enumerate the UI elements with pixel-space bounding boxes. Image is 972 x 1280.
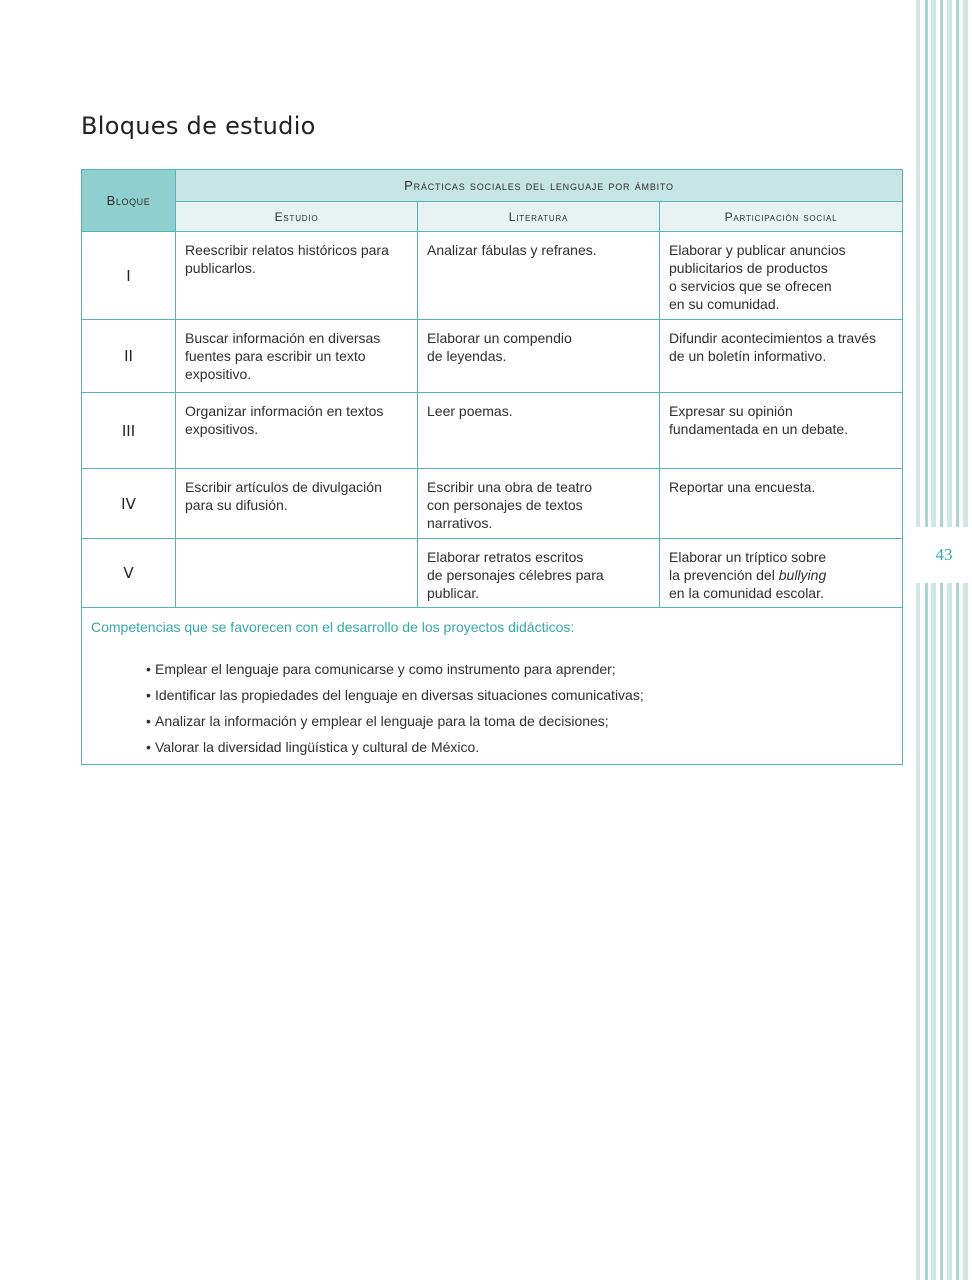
bullet-icon: • [146, 713, 151, 729]
bullet-icon: • [146, 739, 151, 755]
literatura-cell: Leer poemas. [418, 393, 660, 469]
participacion-text: en la comunidad escolar. [669, 585, 824, 601]
table-row [82, 393, 903, 469]
estudio-cell: Escribir artículos de divulgación para su difusión. [176, 469, 418, 539]
decorative-stripes [916, 0, 972, 1280]
literatura-cell: Elaborar un compendio de leyendas. [418, 320, 660, 393]
participacion-cell: Reportar una encuesta. [660, 469, 903, 539]
table-row [82, 320, 903, 393]
bloque-number: II [82, 320, 176, 393]
participacion-emphasis: bullying [778, 567, 827, 583]
estudio-cell [176, 539, 418, 608]
list-item [146, 738, 893, 756]
page-number-box [908, 527, 972, 583]
table-row [82, 539, 903, 608]
bloque-number: I [82, 232, 176, 320]
competencia-text: Emplear el lenguaje para comunicarse y como instrumento para aprender; [155, 661, 616, 677]
bullet-icon: • [146, 687, 151, 703]
bloque-header: Bloque [82, 170, 176, 232]
competencia-text: Valorar la diversidad lingüística y cultural de México. [155, 739, 480, 755]
stripe [940, 0, 943, 1280]
competencias-list [91, 660, 893, 756]
stripe [963, 0, 968, 1280]
ambito-header-literatura: Literatura [418, 202, 660, 232]
stripe [947, 0, 952, 1280]
competencias-section [82, 608, 903, 765]
table-row [82, 469, 903, 539]
list-item [146, 660, 893, 678]
bloque-number: V [82, 539, 176, 608]
literatura-cell: Elaborar retratos escritos de personajes célebres para publicar. [418, 539, 660, 608]
competencia-text: Identificar las propiedades del lenguaje en diversas situaciones comunicativas; [155, 687, 644, 703]
competencias-title: Competencias que se favorecen con el desarrollo de los proyectos didácticos: [91, 619, 575, 635]
list-item [146, 712, 893, 730]
participacion-cell: Difundir acontecimientos a través de un boletín informativo. [660, 320, 903, 393]
list-item [146, 686, 893, 704]
estudio-cell: Buscar información en diversas fuentes para escribir un texto expositivo. [176, 320, 418, 393]
literatura-cell: Analizar fábulas y refranes. [418, 232, 660, 320]
competencia-text: Analizar la información y emplear el lenguaje para la toma de decisiones; [155, 713, 609, 729]
participacion-cell: Elaborar y publicar anuncios publicitarios de productos o servicios que se ofrecen en su comunidad. [660, 232, 903, 320]
literatura-cell: Escribir una obra de teatro con personajes de textos narrativos. [418, 469, 660, 539]
stripe [931, 0, 936, 1280]
practicas-header: Prácticas sociales del lenguaje por ámbito [176, 170, 903, 202]
bloque-number: III [82, 393, 176, 469]
stripe [916, 0, 920, 1280]
blocks-table [81, 169, 903, 765]
page-title: Bloques de estudio [81, 112, 316, 140]
bullet-icon: • [146, 661, 151, 677]
ambito-header-estudio: Estudio [176, 202, 418, 232]
table-row [82, 232, 903, 320]
participacion-text: Elaborar un tríptico sobre la prevención del [669, 549, 827, 583]
stripe [956, 0, 959, 1280]
stripe [925, 0, 928, 1280]
ambito-header-participacion: Participación social [660, 202, 903, 232]
estudio-cell: Organizar información en textos expositivos. [176, 393, 418, 469]
participacion-cell [660, 539, 903, 608]
participacion-cell: Expresar su opinión fundamentada en un debate. [660, 393, 903, 469]
estudio-cell: Reescribir relatos históricos para publicarlos. [176, 232, 418, 320]
page-number: 43 [935, 545, 953, 564]
bloque-number: IV [82, 469, 176, 539]
competencias-row [82, 608, 903, 765]
